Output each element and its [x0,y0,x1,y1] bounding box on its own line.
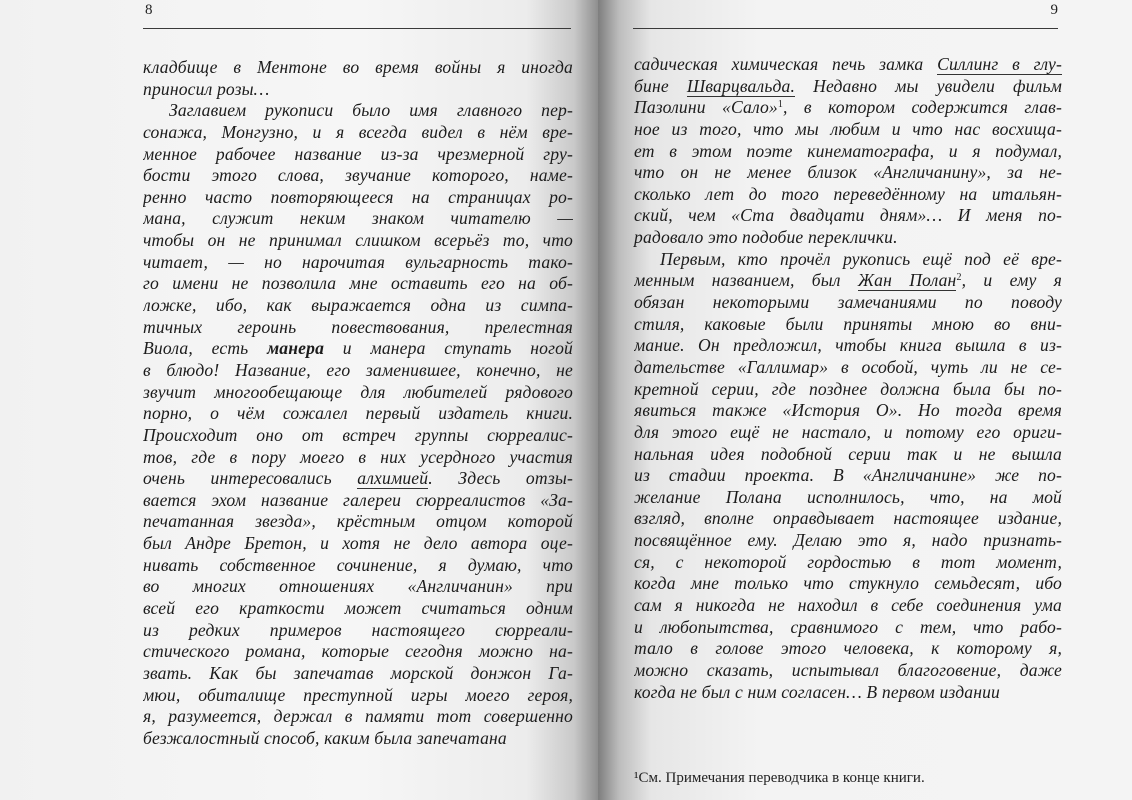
text-line: и любопытства, сравнимого с тем, что рабо- [634,616,1062,637]
text-line: сонажа, Монгузно, и я всегда видел в нём вре- [143,121,573,142]
text-line: печатанная звезда», крёстным отцом которой [143,511,573,532]
text-line: стического романа, которые сегодня можно на- [143,641,573,662]
text-line: Заглавием рукописи было имя главного пер- [169,100,573,121]
text-line: желание Полана исполнилось, что, на мой [634,486,1062,507]
text-pre: бине [634,75,687,96]
text-line: ное из того, что мы любим и что нас восхища- [634,118,1062,139]
text-underline: алхимией [357,468,429,489]
text-line: тов, где в пору моего в них усердного участия [143,446,573,467]
text-line [143,468,573,490]
text-line: мана, служит неким знаком читателю — [143,208,573,229]
text-line: посвящённое ему. Делаю это я, надо признать- [634,530,1062,551]
text-line: нальная идея подобной серии так и не вышла [634,443,1062,464]
text-bold: манера [267,338,325,359]
text-line: был Андре Бретон, и хотя не дело автора оце- [143,533,573,554]
text-line: я, разумеется, держал в памяти тот совершенно [143,706,573,727]
text-line: кретной серии, где позднее должна была бы по- [634,378,1062,399]
text-line: тало в голове этого человека, к которому я, [634,638,1062,659]
text-post: , в котором содержится глав- [783,97,1062,118]
text-line: дательстве «Галлимар» в особой, чуть ли не се- [634,356,1062,377]
footnote: ¹См. Примечания переводчика в конце книги. [634,770,925,786]
text-line: мание. Он предложил, чтобы книга вышла в из- [634,335,1062,356]
text-line: звучит многообещающе для любителей рядового [143,381,573,402]
text-post: Недавно мы увидели фильм [795,75,1062,96]
text-line: тичных героинь повествования, прелестная [143,316,573,337]
text-line [634,270,1062,292]
text-line: нивать собственное сочинение, я думаю, что [143,554,573,575]
text-line: из редких примеров настоящего сюрреали- [143,619,573,640]
text-line: Первым, кто прочёл рукопись ещё под её вре- [660,248,1062,269]
text-pre: менным названием, был [634,270,858,291]
text-line [143,338,573,360]
text-line: взгляд, вполне оправдывает настоящее издание, [634,508,1062,529]
text-line: всей его краткости может считаться одним [143,598,573,619]
text-line: мюи, обиталище преступной игры моего героя, [143,684,573,705]
text-underline: Шварцвальда. [686,75,796,96]
header-rule-right [633,28,1058,29]
page-number-left: 8 [145,2,153,18]
text-line: приносил розы… [143,78,270,99]
text-line: в блюдо! Название, его заменившее, конечно, не [143,359,573,380]
page-number-right: 9 [1050,2,1058,18]
text-line: что он не менее близок «Англичанину», за не- [634,162,1062,183]
text-line: менное рабочее название из-за чрезмерной гру- [143,143,573,164]
text-sup: 1 [777,99,784,111]
text-pre: Пазолини «Сало» [634,97,778,118]
header-rule-left [143,28,571,29]
text-line [634,54,1062,76]
text-line [634,97,1062,119]
text-pre: Виола, есть [143,338,268,359]
text-line: кладбище в Ментоне во время войны я иногда [143,57,573,77]
right-page-text [634,54,1062,703]
text-line: стиля, каковые были приняты мною во вни- [634,313,1062,334]
text-line: сколько лет до того переведённому на итальян- [634,183,1062,204]
right-page [598,0,1132,800]
text-post: и манера ступать ногой [324,338,573,359]
text-pre: садическая химическая печь замка [634,54,938,74]
text-line: из стадии проекта. В «Англичанине» же по- [634,465,1062,486]
text-line: можно сказать, испытывал благоговение, даже [634,659,1062,680]
text-line: Происходит оно от встреч группы сюрреалис- [143,424,573,445]
text-line: ренно часто повторяющееся на страницах ро- [143,186,573,207]
text-line: ет в этом поэте кинематографа, и я подумал, [634,140,1062,161]
text-post: , и ему я [961,270,1062,291]
left-page-text [143,57,573,750]
text-line: когда мне только что стукнуло семьдесят, ибо [634,573,1062,594]
text-line: читает, — но нарочитая вульгарность тако- [143,251,573,272]
text-line: ся, с некоторой гордостью в тот момент, [634,551,1062,572]
text-line: радовало это подобие переклички. [634,227,898,248]
text-line: безжалостный способ, каким была запечатана [143,727,507,748]
text-underline: Силлинг в глу- [937,54,1062,74]
text-line: обязан некоторыми замечаниями по поводу [634,292,1062,313]
text-line: ложке, ибо, как выражается одна из симпа- [143,295,573,316]
text-line: когда не был с ним согласен… В первом издании [634,681,1000,702]
text-line: ский, чем «Ста двадцати дням»… И меня по- [634,205,1062,226]
text-line: сам я никогда не находил в себе соединения ума [634,595,1062,616]
text-line: вается эхом название галереи сюрреалистов «За- [143,489,573,510]
text-underline: Жан Полан [857,270,957,291]
text-line [634,76,1062,98]
text-line: во многих отношениях «Англичанин» при [143,576,573,597]
text-line: чтобы он не принимал слишком всерьёз то, что [143,230,573,251]
text-sup: 2 [956,272,962,284]
text-line: звать. Как бы запечатав морской донжон Га- [143,662,573,683]
text-line: для этого ещё не настало, и потому его ориги- [634,421,1062,442]
text-line: явиться также «История О». Но тогда время [634,400,1062,421]
text-pre: очень интересовались [143,468,358,489]
text-line: порно, о чём сожалел первый издатель книги. [143,403,573,424]
text-line: го имени не позволила мне оставить его на об- [143,273,573,294]
text-post: . Здесь отзы- [428,468,573,489]
text-line: бости этого слова, звучание которого, наме- [143,165,573,186]
